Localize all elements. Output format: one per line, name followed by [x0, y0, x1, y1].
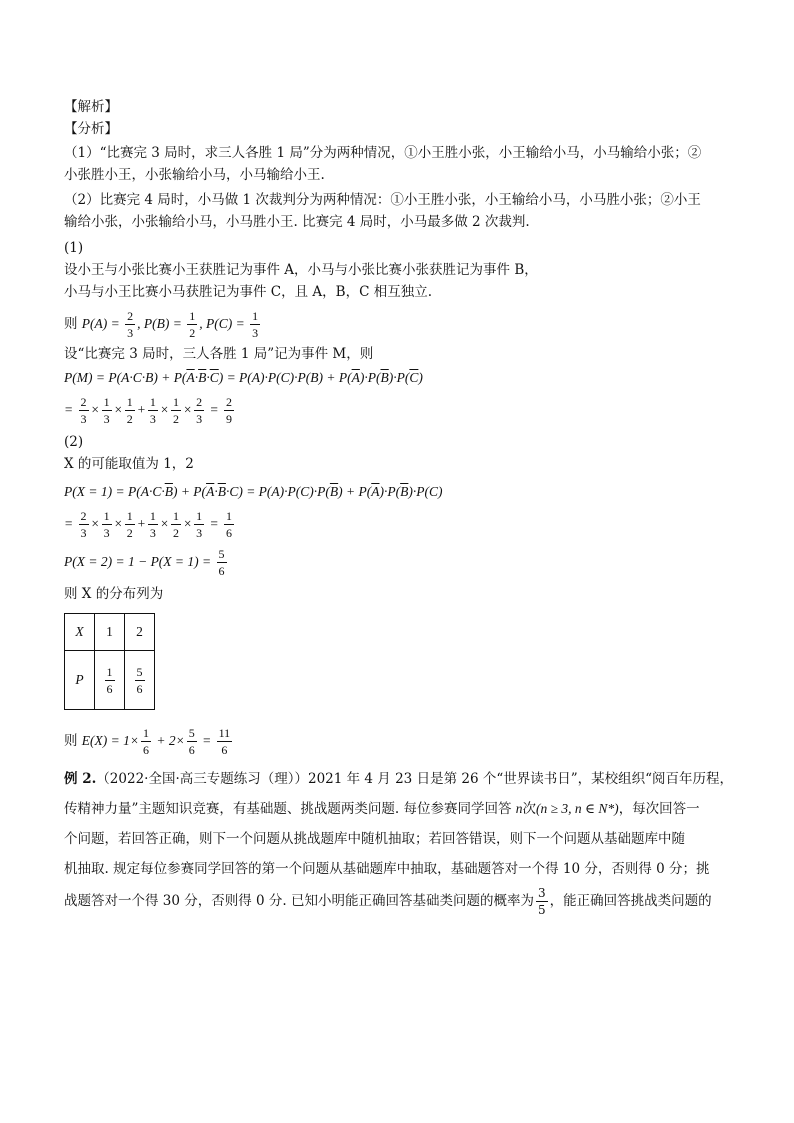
table-cell: $\frac{5}{6}$ [125, 651, 155, 710]
part1-probabilities [64, 307, 744, 341]
prob-formula: P(A) = $\frac{2}{3}$ , P(B) = $\frac{1}{2}$ , P(C) = $\frac{1}{3}$ [81, 309, 259, 341]
table-cell: 2 [125, 614, 155, 651]
table-row [65, 651, 155, 710]
part1-events-line1: 设小王与小张比赛小王获胜记为事件 A，小马与小张比赛小张获胜记为事件 B， [64, 262, 538, 278]
expectation-formula: E(X) = 1× $\frac{1}{6}$ + 2× $\frac{5}{6}$ = $\frac{11}{6}$ [81, 726, 231, 758]
distribution-table [64, 613, 155, 710]
example-line3: 个问题，若回答正确，则下一个问题从挑战题库中随机抽取；若回答错误，则下一个问题从基础题库中随 [64, 831, 685, 847]
table-row [65, 614, 155, 651]
example-line4: 机抽取. 规定每位参赛同学回答的第一个问题从基础题库中抽取，基础题答对一个得 10 分，否则得 0 分；挑 [64, 861, 710, 877]
analysis-part2-line1: （2）比赛完 4 局时，小马做 1 次裁判分为两种情况：①小王胜小张，小王输给小马，小马胜小张；②小王 [64, 192, 701, 208]
part1-define-M: 设“比赛完 3 局时，三人各胜 1 局”记为事件 M，则 [64, 346, 374, 362]
analysis-part1-line1: （1）“比赛完 3 局时，求三人各胜 1 局”分为两种情况，①小王胜小张，小王输给小马，小马输给小张；② [64, 145, 702, 161]
table-cell: $\frac{1}{6}$ [95, 651, 125, 710]
example-label: 例 2. [64, 771, 97, 787]
part2-values: X 的可能取值为 1，2 [64, 456, 194, 472]
heading-jiexi: 【解析】 [64, 99, 118, 115]
n-condition: (n ≥ 3, n ∈ N*) [536, 801, 619, 816]
table-cell: P [65, 651, 95, 710]
table-cell: 1 [95, 614, 125, 651]
part1-PM-value: = $\frac{2}{3}$ × $\frac{1}{3}$ × $\frac{1}{2}$ + $\frac{1}{3}$ × $\frac{1}{2}$ × $\frac{2}{3}$ = $\frac{2}{9}$ [64, 395, 232, 427]
expect-prefix: 则 [64, 733, 78, 749]
part2-PX1-formula: $P(X = 1) = P(A\cdot C\cdot\overline{B}) + P(\overline{A}\cdot\overline{B}\cdot C) = P(A)\cdot P(C)\cdot P(\overline{B}) + P(\overline{A})\cdot P(\overline{B})\cdot P(C)$ [64, 484, 443, 499]
prob-fraction: $\frac{3}{5}$ [538, 886, 546, 917]
table-cell: X [65, 614, 95, 651]
example-line2a: 传精神力量”主题知识竞赛，有基础题、挑战题两类问题. 每位参赛同学回答 [64, 801, 512, 817]
example-2 [64, 764, 744, 918]
part2-dist-intro: 则 X 的分布列为 [64, 586, 164, 602]
part1-PM-formula: $P(M) = P(A\cdot C\cdot B) + P(\overline{A}\cdot\overline{B}\cdot\overline{C}) = P(A)\cdot P(C)\cdot P(B) + P(\overline{A})\cdot P(\overline{B})\cdot P(\overline{C})$ [64, 370, 423, 385]
part2-label: (2) [64, 434, 84, 450]
example-line1: （2022·全国·高三专题练习（理））2021 年 4 月 23 日是第 26 个“世界读书日”，某校组织“阅百年历程， [96, 771, 734, 787]
expectation-line [64, 724, 744, 758]
analysis-part2-line2: 输给小张，小张输给小马，小马胜小王. 比赛完 4 局时，小马最多做 2 次裁判. [64, 214, 530, 230]
example-line2b: 次 [522, 801, 537, 817]
example-line5b: ，能正确回答挑战类问题的 [549, 893, 712, 909]
part1-label: (1) [64, 240, 84, 256]
analysis-part1-line2: 小张胜小王，小张输给小马，小马输给小王. [64, 167, 325, 183]
part1-events-line2: 小马与小王比赛小马获胜记为事件 C，且 A，B，C 相互独立. [64, 284, 432, 300]
solution-page [64, 96, 744, 918]
example-line2c: ，每次回答一 [618, 801, 700, 817]
heading-fenxi: 【分析】 [64, 121, 118, 137]
part2-PX2: P(X = 2) = 1 − P(X = 1) = $\frac{5}{6}$ [64, 547, 225, 579]
part2-PX1-value: = $\frac{2}{3}$ × $\frac{1}{3}$ × $\frac{1}{2}$ + $\frac{1}{3}$ × $\frac{1}{2}$ × $\frac{1}{3}$ = $\frac{1}{6}$ [64, 509, 232, 541]
example-line5a: 战题答对一个得 30 分，否则得 0 分. 已知小明能正确回答基础类问题的概率为 [64, 893, 535, 909]
n-var: n [515, 801, 523, 816]
then-word: 则 [64, 316, 78, 332]
